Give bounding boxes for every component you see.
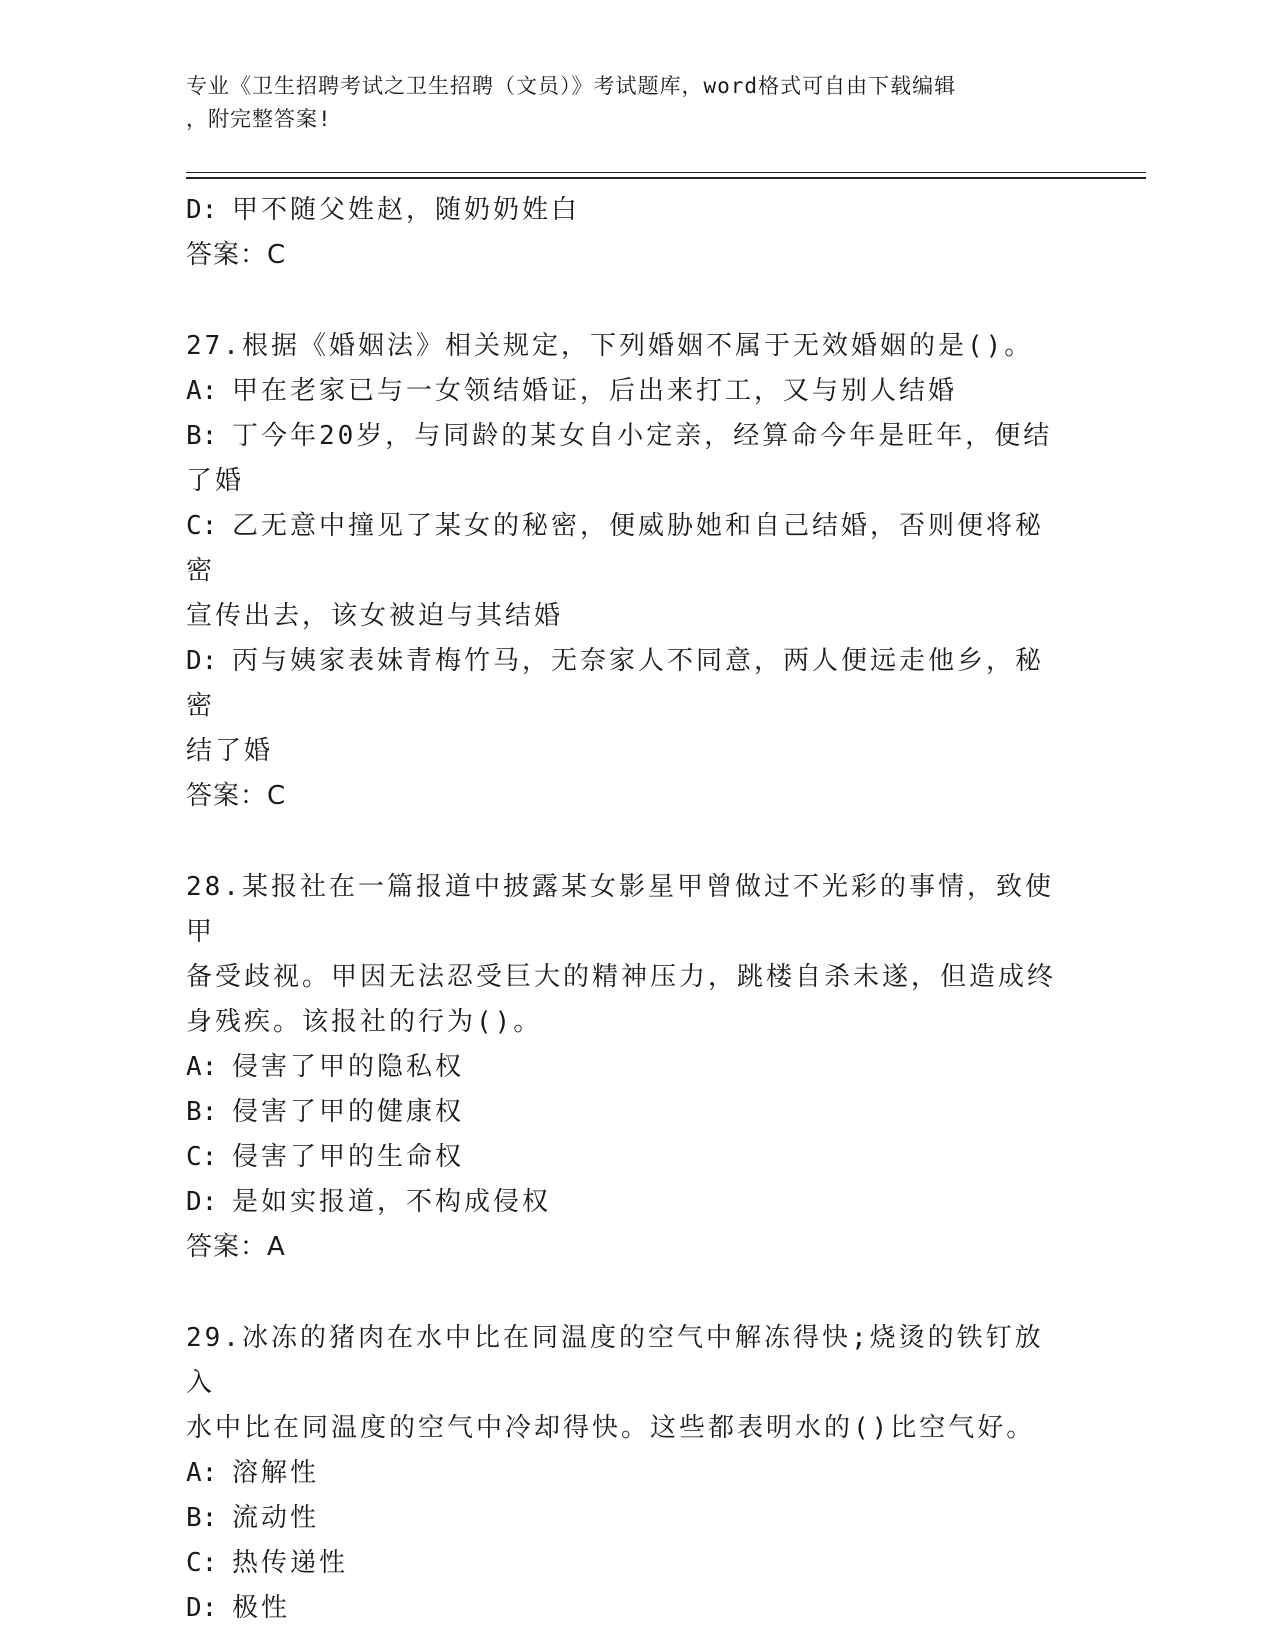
option-d-continued: 结了婚 bbox=[186, 736, 274, 766]
option-c bbox=[186, 504, 1066, 594]
option-d bbox=[186, 1180, 1066, 1225]
question-stem-line: 28.某报社在一篇报道中披露某女影星甲曾做过不光彩的事情，致使甲 bbox=[186, 872, 1054, 947]
option-b bbox=[186, 1496, 1066, 1541]
option-text: 极性 bbox=[232, 1593, 291, 1623]
option-b bbox=[186, 414, 1066, 459]
option-text: 是如实报道，不构成侵权 bbox=[232, 1187, 552, 1217]
header-line-2: ，附完整答案! bbox=[186, 107, 332, 131]
option-label: A: bbox=[186, 1052, 218, 1082]
question-28 bbox=[186, 865, 1066, 1270]
answer-line: 答案：C bbox=[186, 240, 287, 270]
option-d bbox=[186, 639, 1066, 729]
question-27 bbox=[186, 324, 1066, 819]
question-29 bbox=[186, 1316, 1066, 1631]
option-text: 丙与姨家表妹青梅竹马，无奈家人不同意，两人便远走他乡，秘密 bbox=[186, 646, 1045, 721]
option-text: 甲不随父姓赵，随奶奶姓白 bbox=[232, 195, 581, 225]
option-label: A: bbox=[186, 1458, 218, 1488]
header-divider-top bbox=[186, 172, 1146, 173]
option-text: 热传递性 bbox=[232, 1548, 349, 1578]
option-text: 侵害了甲的隐私权 bbox=[232, 1052, 465, 1082]
option-text: 溶解性 bbox=[232, 1458, 320, 1488]
option-d bbox=[186, 188, 1066, 233]
answer-line: 答案：A bbox=[186, 1232, 286, 1262]
option-c bbox=[186, 1541, 1066, 1586]
option-label: B: bbox=[186, 421, 218, 451]
question-stem-line: 29.冰冻的猪肉在水中比在同温度的空气中解冻得快;烧烫的铁钉放入 bbox=[186, 1323, 1044, 1398]
option-label: B: bbox=[186, 1503, 218, 1533]
option-c bbox=[186, 1135, 1066, 1180]
prev-question-tail bbox=[186, 188, 1066, 278]
header-divider-bottom bbox=[186, 177, 1146, 179]
option-label: A: bbox=[186, 376, 218, 406]
option-text: 侵害了甲的健康权 bbox=[232, 1097, 465, 1127]
option-text: 甲在老家已与一女领结婚证，后出来打工，又与别人结婚 bbox=[232, 376, 958, 406]
option-c-continued: 宣传出去，该女被迫与其结婚 bbox=[186, 601, 564, 631]
option-label: D: bbox=[186, 646, 218, 676]
header-line-1: 专业《卫生招聘考试之卫生招聘（文员）》考试题库，word格式可自由下载编辑 bbox=[186, 74, 957, 98]
option-b bbox=[186, 1090, 1066, 1135]
document-header bbox=[186, 70, 1066, 136]
option-label: C: bbox=[186, 1548, 218, 1578]
question-stem: 27.根据《婚姻法》相关规定，下列婚姻不属于无效婚姻的是()。 bbox=[186, 331, 1034, 361]
option-b-continued: 了婚 bbox=[186, 466, 245, 496]
option-text: 丁今年20岁，与同龄的某女自小定亲，经算命今年是旺年，便结 bbox=[232, 421, 1053, 451]
option-a bbox=[186, 1451, 1066, 1496]
question-stem-line: 备受歧视。甲因无法忍受巨大的精神压力，跳楼自杀未遂，但造成终 bbox=[186, 962, 1057, 992]
option-label: B: bbox=[186, 1097, 218, 1127]
question-list bbox=[186, 188, 1066, 1631]
question-stem-line: 水中比在同温度的空气中冷却得快。这些都表明水的()比空气好。 bbox=[186, 1413, 1036, 1443]
option-d bbox=[186, 1586, 1066, 1631]
option-label: D: bbox=[186, 1593, 218, 1623]
option-label: C: bbox=[186, 1142, 218, 1172]
question-stem-line: 身残疾。该报社的行为()。 bbox=[186, 1007, 543, 1037]
option-label: C: bbox=[186, 511, 218, 541]
option-label: D: bbox=[186, 1187, 218, 1217]
answer-line: 答案：C bbox=[186, 781, 287, 811]
option-text: 乙无意中撞见了某女的秘密，便威胁她和自己结婚，否则便将秘密 bbox=[186, 511, 1045, 586]
option-text: 侵害了甲的生命权 bbox=[232, 1142, 465, 1172]
option-label: D: bbox=[186, 195, 218, 225]
option-text: 流动性 bbox=[232, 1503, 320, 1533]
option-a bbox=[186, 1045, 1066, 1090]
option-a bbox=[186, 369, 1066, 414]
